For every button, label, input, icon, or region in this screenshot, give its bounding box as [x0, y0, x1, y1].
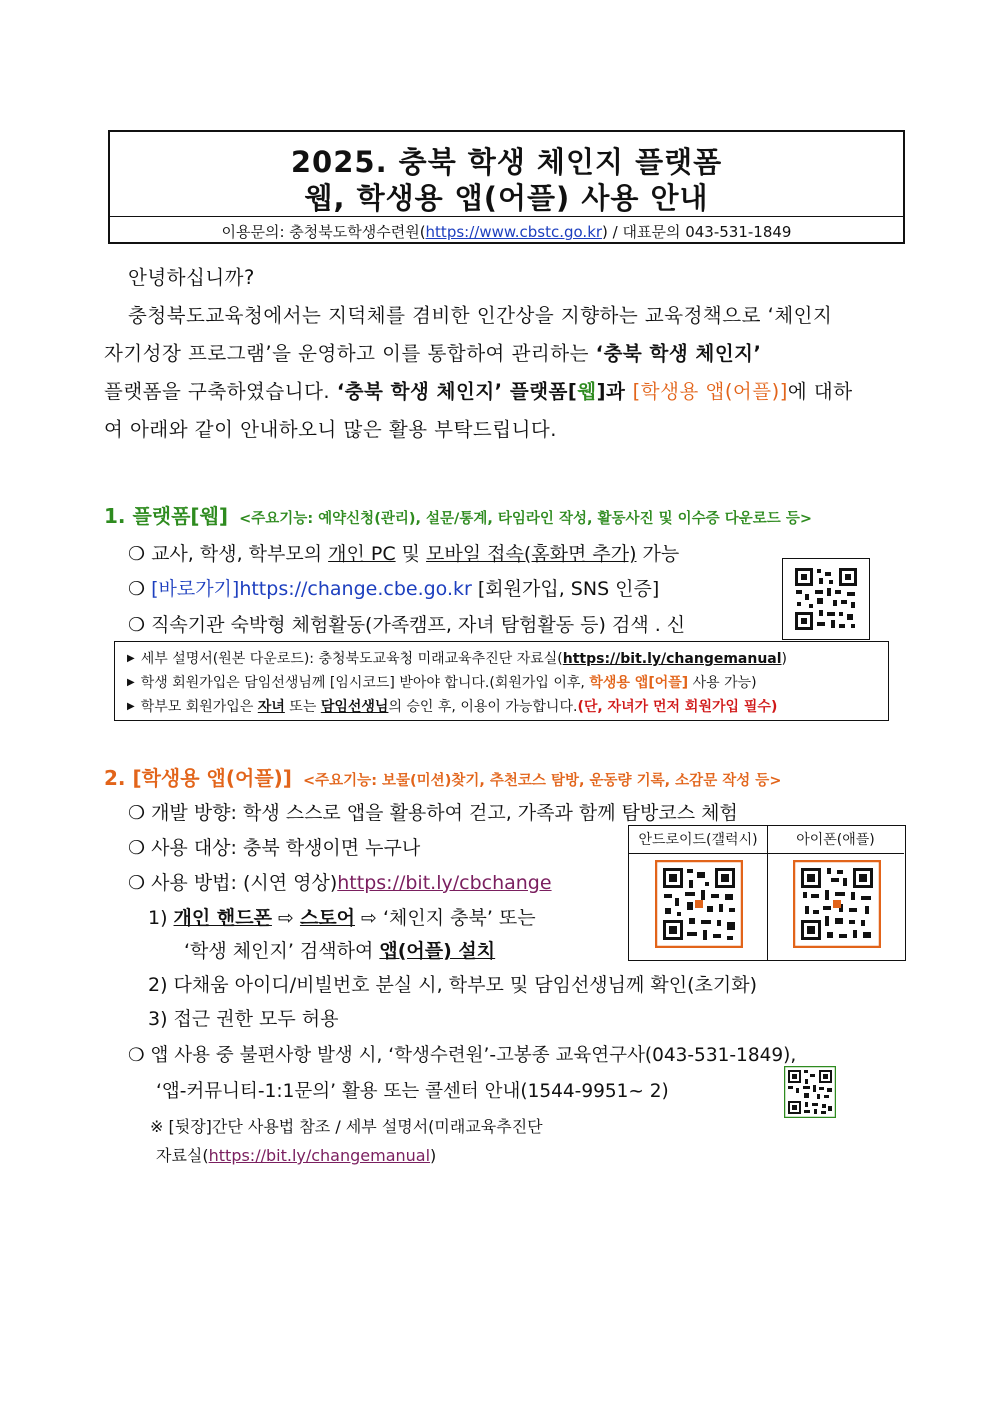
- iphone-qr-code-icon[interactable]: [793, 860, 881, 948]
- intro-line-3: 플랫폼을 구축하였습니다. ‘충북 학생 체인지’ 플랫폼[웹]과 [학생용 앱(어플)]에 대하: [104, 380, 853, 403]
- triangle-bullet-icon: ▶: [127, 701, 135, 712]
- manual-link-2[interactable]: https://bit.ly/changemanual: [208, 1146, 431, 1165]
- section2-bullet-4-line-2: ‘앱-커뮤니티-1:1문의’ 활용 또는 콜센터 안내(1544-9951~ 2): [156, 1081, 669, 1102]
- qr-table-divider: [767, 826, 768, 960]
- section1-bullet-1: ❍ 교사, 학생, 학부모의 개인 PC 및 모바일 접속(홈화면 추가) 가능: [128, 543, 680, 565]
- intro-line-4: 여 아래와 같이 안내하오니 많은 활용 부탁드립니다.: [104, 418, 557, 441]
- android-qr-code-icon[interactable]: [655, 860, 743, 948]
- contact-line: 이용문의: 충청북도학생수련원(https://www.cbstc.go.kr) / 대표문의 043-531-1849: [221, 223, 792, 241]
- platform-qr-code[interactable]: [782, 558, 870, 640]
- step-1-line-2: ‘학생 체인지’ 검색하여 앱(어플) 설치: [184, 940, 496, 962]
- qr-code-icon: [793, 566, 859, 632]
- note-2: ▶ 학생 회원가입은 담임선생님께 [임시코드] 받아야 합니다.(회원가입 이후, 학생용 앱[어플] 사용 가능): [127, 675, 757, 691]
- demo-video-link[interactable]: https://bit.ly/cbchange: [337, 872, 552, 894]
- intro-line-1: 충청북도교육청에서는 지덕체를 겸비한 인간상을 지향하는 교육정책으로 ‘체인지: [128, 304, 833, 327]
- callcenter-qr-code-icon[interactable]: [784, 1066, 836, 1118]
- reference-line-2: 자료실(https://bit.ly/changemanual): [156, 1146, 437, 1165]
- iphone-qr-label: 아이폰(애플): [767, 826, 904, 854]
- manual-link[interactable]: https://bit.ly/changemanual: [562, 651, 782, 667]
- note-3: ▶ 학부모 회원가입은 자녀 또는 담임선생님의 승인 후, 이용이 가능합니다.(단, 자녀가 먼저 회원가입 필수): [127, 699, 778, 715]
- title-line-2: 웹, 학생용 앱(어플) 사용 안내: [304, 181, 709, 215]
- greeting: 안녕하십니까?: [128, 266, 255, 289]
- reference-line-1: ※ [뒷장]간단 사용법 참조 / 세부 설명서(미래교육추진단: [150, 1117, 543, 1136]
- section2-heading: 2. [학생용 앱(어플)] <주요기능: 보물(미션)찾기, 추천코스 탐방, 운동량 기록, 소감문 작성 등>: [104, 766, 782, 790]
- contact-url-link[interactable]: https://www.cbstc.go.kr: [425, 223, 603, 241]
- step-3: 3) 접근 권한 모두 허용: [148, 1008, 339, 1030]
- intro-line-2: 자기성장 프로그램’을 운영하고 이를 통합하여 관리하는 ‘충북 학생 체인지’: [104, 342, 762, 365]
- app-qr-table: [628, 825, 906, 961]
- section2-bullet-2: ❍ 사용 대상: 충북 학생이면 누구나: [128, 837, 421, 859]
- note-1: ▶ 세부 설명서(원본 다운로드): 충청북도교육청 미래교육추진단 자료실(https://bit.ly/changemanual): [127, 651, 788, 667]
- step-2: 2) 다채움 아이디/비빌번호 분실 시, 학부모 및 담임선생님께 확인(초기화): [148, 974, 757, 996]
- title-divider: [110, 216, 903, 217]
- triangle-bullet-icon: ▶: [127, 653, 135, 664]
- android-qr-label: 안드로이드(갤럭시): [629, 826, 767, 854]
- section2-bullet-1: ❍ 개발 방향: 학생 스스로 앱을 활용하여 걷고, 가족과 함께 탐방코스 체험: [128, 802, 738, 824]
- step-1: 1) 개인 핸드폰 ⇨ 스토어 ⇨ ‘체인지 충북’ 또는: [148, 907, 536, 929]
- platform-link[interactable]: [바로가기]https://change.cbe.go.kr: [151, 578, 472, 600]
- section1-notes-box: [114, 641, 889, 721]
- title-line-1: 2025. 충북 학생 체인지 플랫폼: [290, 145, 723, 179]
- section1-bullet-2: ❍ [바로가기]https://change.cbe.go.kr [회원가입, SNS 인증]: [128, 578, 660, 600]
- triangle-bullet-icon: ▶: [127, 677, 135, 688]
- section2-bullet-4: ❍ 앱 사용 중 불편사항 발생 시, ‘학생수련원’-고봉종 교육연구사(043-531-1849),: [128, 1045, 797, 1066]
- title-box: [108, 130, 905, 244]
- section1-bullet-3: ❍ 직속기관 숙박형 체험활동(가족캠프, 자녀 탐험활동 등) 검색 . 신: [128, 614, 686, 636]
- section2-bullet-3: ❍ 사용 방법: (시연 영상)https://bit.ly/cbchange: [128, 872, 552, 894]
- section1-heading: 1. 플랫폼[웹] <주요기능: 예약신청(관리), 설문/통계, 타임라인 작성, 활동사진 및 이수증 다운로드 등>: [104, 504, 812, 528]
